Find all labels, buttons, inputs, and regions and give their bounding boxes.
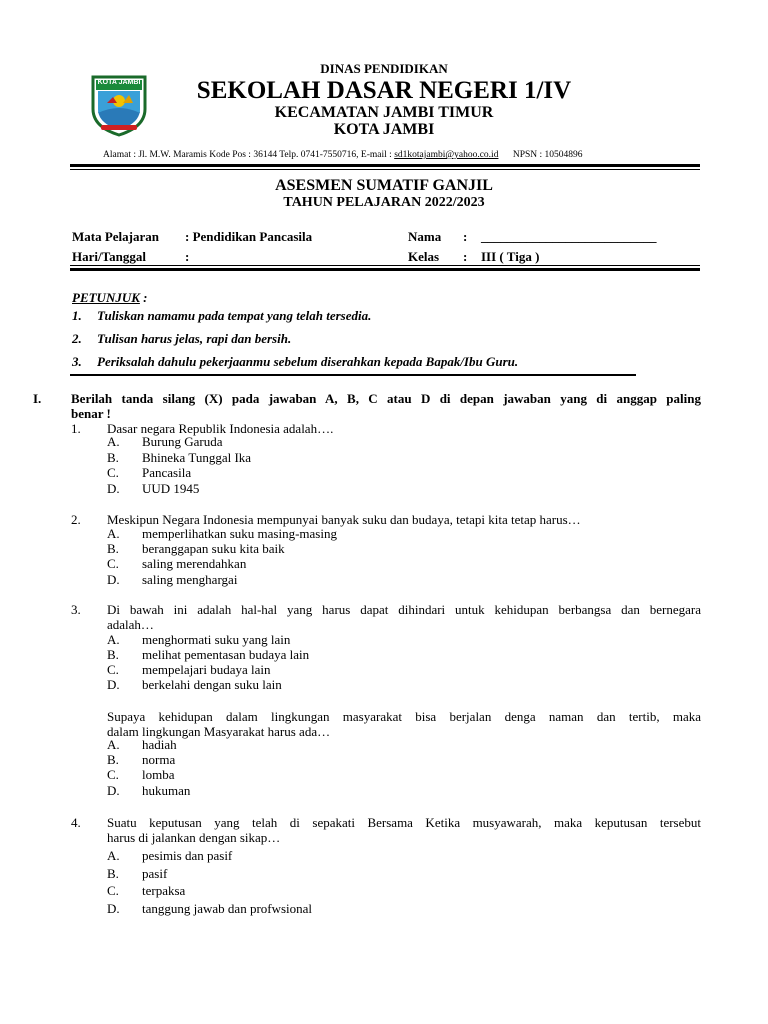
instruction-text: Periksalah dahulu pekerjaanmu sebelum diserahkan kepada Bapak/Ibu Guru.	[97, 354, 519, 369]
class-label: Kelas	[408, 249, 440, 264]
option-text[interactable]: pesimis dan pasif	[142, 848, 233, 863]
instruction-number: 1.	[72, 308, 82, 323]
option-text[interactable]: melihat pementasan budaya lain	[142, 647, 310, 662]
question-number: 4.	[71, 815, 81, 830]
option-text[interactable]: memperlihatkan suku masing-masing	[142, 526, 337, 541]
class-value: III ( Tiga )	[481, 249, 540, 264]
header-divider-thick	[70, 164, 700, 167]
subject-label: Mata Pelajaran	[72, 229, 160, 244]
question-number: 3.	[71, 602, 81, 617]
option-letter[interactable]: C.	[107, 767, 119, 782]
instructions-colon: :	[143, 290, 148, 305]
instructions-title: PETUNJUK	[72, 290, 140, 305]
instructions-heading	[72, 290, 147, 306]
logo-text: KOTA JAMBI	[97, 79, 141, 86]
option-letter[interactable]: A.	[107, 526, 120, 541]
question-text: Supaya kehidupan dalam lingkungan masyarakat bisa berjalan denga naman dan tertib, maka	[107, 709, 701, 724]
question-text: adalah…	[107, 617, 154, 632]
name-label: Nama	[408, 229, 442, 244]
option-letter[interactable]: D.	[107, 481, 120, 496]
option-letter[interactable]: B.	[107, 647, 119, 662]
option-letter[interactable]: C.	[107, 465, 119, 480]
section-instruction-line2: benar !	[71, 406, 111, 421]
question-text: Meskipun Negara Indonesia mempunyai banyak suku dan budaya, tetapi kita tetap harus…	[107, 512, 581, 527]
date-label: Hari/Tanggal	[72, 249, 146, 264]
option-text[interactable]: hukuman	[142, 783, 191, 798]
instructions-divider	[70, 374, 636, 376]
instruction-number: 2.	[72, 331, 82, 346]
option-letter[interactable]: B.	[107, 450, 119, 465]
option-text[interactable]: hadiah	[142, 737, 177, 752]
question-text: Dasar negara Republik Indonesia adalah….	[107, 421, 334, 436]
name-field[interactable]: ___________________________	[481, 229, 657, 244]
option-text[interactable]: lomba	[142, 767, 175, 782]
question-text: Di bawah ini adalah hal-hal yang harus dapat dihindari untuk kehidupan berbangsa dan bernegara	[107, 602, 701, 617]
option-letter[interactable]: C.	[107, 556, 119, 571]
class-colon: :	[463, 249, 468, 264]
address-text: Alamat : Jl. M.W. Maramis Kode Pos : 36144 Telp. 0741-7550716, E-mail :	[103, 150, 392, 160]
info-divider-thick	[70, 268, 700, 271]
option-letter[interactable]: D.	[107, 783, 120, 798]
option-letter[interactable]: A.	[107, 737, 120, 752]
option-text[interactable]: norma	[142, 752, 176, 767]
exam-year: TAHUN PELAJARAN 2022/2023	[283, 195, 485, 210]
option-text[interactable]: menghormati suku yang lain	[142, 632, 291, 647]
option-letter[interactable]: C.	[107, 662, 119, 677]
option-letter[interactable]: D.	[107, 572, 120, 587]
address-line	[103, 150, 583, 160]
city-name: KOTA JAMBI	[333, 121, 435, 138]
section-number: I.	[33, 391, 42, 406]
option-letter[interactable]: A.	[107, 848, 120, 863]
option-text[interactable]: saling merendahkan	[142, 556, 247, 571]
exam-title: ASESMEN SUMATIF GANJIL	[275, 177, 493, 194]
instruction-text: Tuliskan namamu pada tempat yang telah tersedia.	[97, 308, 372, 323]
school-name: SEKOLAH DASAR NEGERI 1/IV	[196, 77, 572, 104]
date-value[interactable]: :	[185, 249, 190, 264]
option-letter[interactable]: A.	[107, 632, 120, 647]
option-text[interactable]: UUD 1945	[142, 481, 200, 496]
header-divider-thin	[70, 169, 700, 170]
option-letter[interactable]: B.	[107, 866, 119, 881]
question-number: 2.	[71, 512, 81, 527]
option-text[interactable]: tanggung jawab dan profwsional	[142, 901, 313, 916]
option-letter[interactable]: D.	[107, 901, 120, 916]
subject-value: : Pendidikan Pancasila	[185, 229, 313, 244]
section-instruction-line1: Berilah tanda silang (X) pada jawaban A, B, C atau D di depan jawaban yang di anggap paling	[71, 391, 701, 406]
question-number: 1.	[71, 421, 81, 436]
option-letter[interactable]: B.	[107, 541, 119, 556]
info-divider-thin	[70, 265, 700, 266]
option-letter[interactable]: C.	[107, 883, 119, 898]
option-text[interactable]: Burung Garuda	[142, 434, 223, 449]
question-text: harus di jalankan dengan sikap…	[107, 830, 281, 845]
option-letter[interactable]: B.	[107, 752, 119, 767]
option-letter[interactable]: D.	[107, 677, 120, 692]
option-text[interactable]: mempelajari budaya lain	[142, 662, 271, 677]
option-text[interactable]: saling menghargai	[142, 572, 238, 587]
option-text[interactable]: pasif	[142, 866, 168, 881]
option-text[interactable]: berkelahi dengan suku lain	[142, 677, 282, 692]
question-text: Suatu keputusan yang telah di sepakati Bersama Ketika musyawarah, maka keputusan tersebut	[107, 815, 701, 830]
option-text[interactable]: Bhineka Tunggal Ika	[142, 450, 252, 465]
npsn-text: NPSN : 10504896	[512, 150, 583, 160]
question-text: dalam lingkungan Masyarakat harus ada…	[107, 724, 331, 739]
email-link[interactable]: sd1kotajambi@yahoo.co.id	[394, 150, 499, 160]
instruction-number: 3.	[72, 354, 82, 369]
option-text[interactable]: Pancasila	[142, 465, 192, 480]
agency-name: DINAS PENDIDIKAN	[320, 61, 448, 76]
district-name: KECAMATAN JAMBI TIMUR	[274, 104, 494, 121]
name-colon: :	[463, 229, 468, 244]
option-text[interactable]: terpaksa	[142, 883, 186, 898]
instruction-text: Tulisan harus jelas, rapi dan bersih.	[97, 331, 292, 346]
option-letter[interactable]: A.	[107, 434, 120, 449]
option-text[interactable]: beranggapan suku kita baik	[142, 541, 285, 556]
